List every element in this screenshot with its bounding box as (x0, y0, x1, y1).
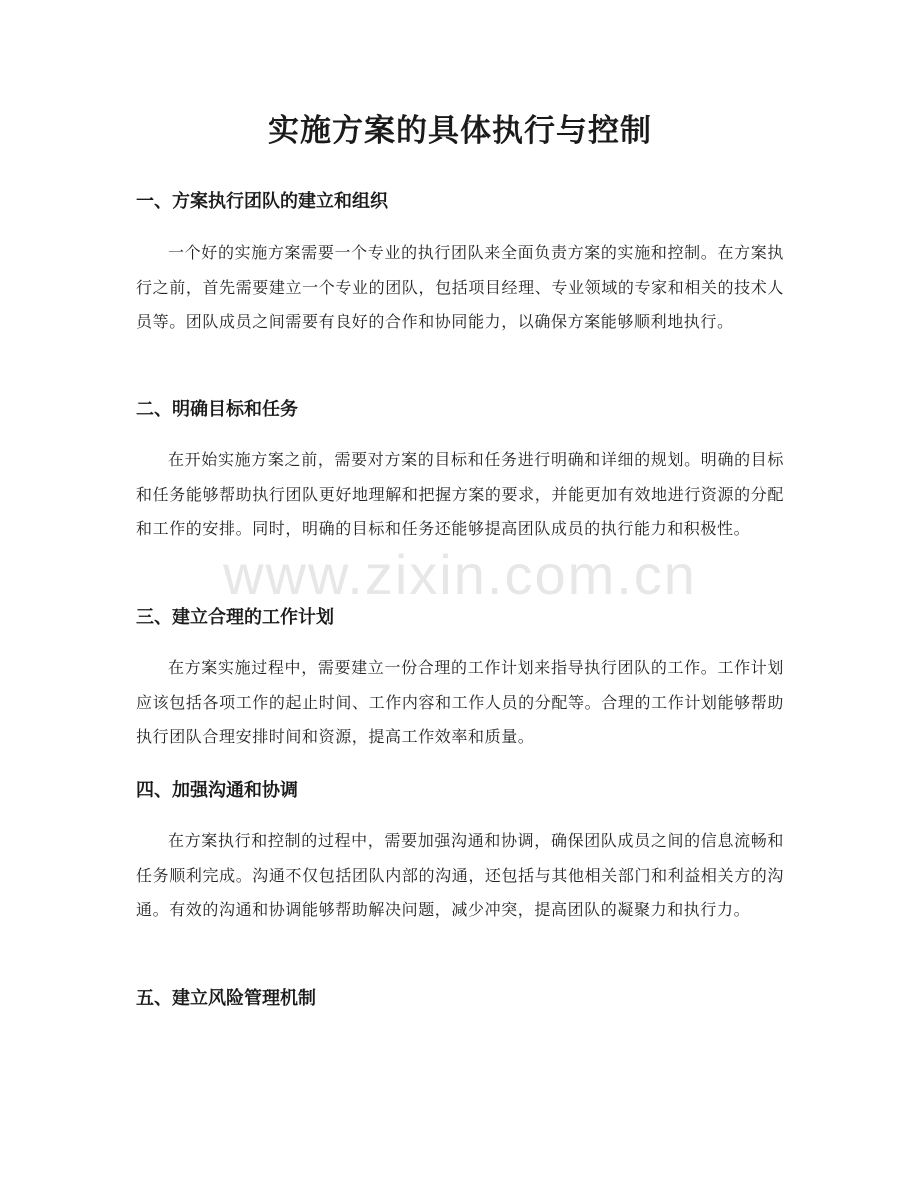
section-heading-2: 二、明确目标和任务 (136, 399, 298, 420)
section-heading-3: 三、建立合理的工作计划 (136, 607, 334, 628)
section-paragraph-2: 在开始实施方案之前，需要对方案的目标和任务进行明确和详细的规划。明确的目标和任务能够帮助执行团队更好地理解和把握方案的要求，并能更加有效地进行资源的分配和工作的安排。同时，明确的目标和任务还能够提高团队成员的执行能力和积极性。 (136, 450, 784, 538)
section-paragraph-3: 在方案实施过程中，需要建立一份合理的工作计划来指导执行团队的工作。工作计划应该包括各项工作的起止时间、工作内容和工作人员的分配等。合理的工作计划能够帮助执行团队合理安排时间和资源，提高工作效率和质量。 (136, 658, 784, 746)
section-heading-5: 五、建立风险管理机制 (136, 988, 316, 1009)
section-heading-4: 四、加强沟通和协调 (136, 780, 298, 801)
section-paragraph-4: 在方案执行和控制的过程中，需要加强沟通和协调，确保团队成员之间的信息流畅和任务顺利完成。沟通不仅包括团队内部的沟通，还包括与其他相关部门和利益相关方的沟通。有效的沟通和协调能够帮助解决问题，减少冲突，提高团队的凝聚力和执行力。 (136, 831, 784, 919)
section-heading-1: 一、方案执行团队的建立和组织 (136, 191, 388, 212)
watermark: www.zixin.com.cn (223, 543, 697, 606)
section-paragraph-1: 一个好的实施方案需要一个专业的执行团队来全面负责方案的实施和控制。在方案执行之前，首先需要建立一个专业的团队，包括项目经理、专业领域的专家和相关的技术人员等。团队成员之间需要有良好的合作和协同能力，以确保方案能够顺利地执行。 (136, 243, 784, 331)
document-title: 实施方案的具体执行与控制 (268, 113, 652, 149)
